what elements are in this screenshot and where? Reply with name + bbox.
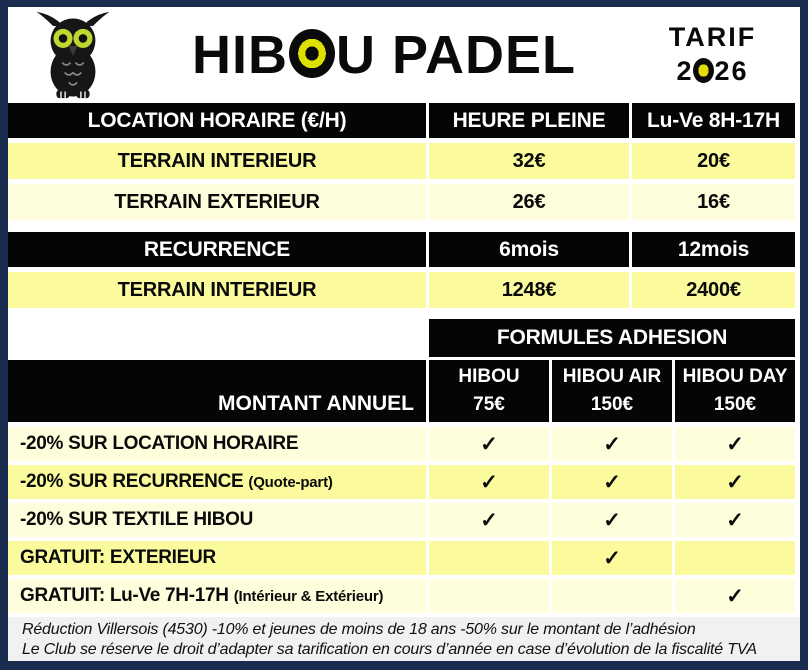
plan-price: 150€ <box>713 394 757 415</box>
table-row <box>8 184 795 220</box>
check-cell <box>429 579 549 613</box>
plan-hibou <box>429 360 549 422</box>
title-text-right: U PADEL <box>335 25 576 85</box>
check-cell: ✓ <box>675 427 795 461</box>
plan-name: HIBOU <box>458 365 520 387</box>
row-label: TERRAIN INTERIEUR <box>8 272 426 308</box>
tarif-label: TARIF <box>668 22 757 53</box>
plan-hibou-air <box>552 360 672 422</box>
price-cell: 2400€ <box>632 272 795 308</box>
tarif-year: 2 26 <box>676 56 749 86</box>
benefit-row <box>8 427 795 461</box>
plan-hibou-day <box>675 360 795 422</box>
benefit-label: GRATUIT: EXTERIEUR <box>8 541 426 575</box>
footer-notes <box>8 617 800 661</box>
check-cell: ✓ <box>675 579 795 613</box>
row-label: TERRAIN INTERIEUR <box>8 143 426 179</box>
location-header-col1: HEURE PLEINE <box>429 103 629 138</box>
plan-name: HIBOU AIR <box>562 365 662 387</box>
table-row <box>8 143 795 179</box>
benefit-row <box>8 541 795 575</box>
table-row <box>8 272 795 308</box>
plan-name: HIBOU DAY <box>682 365 788 387</box>
title-text-left: HIB <box>191 25 288 85</box>
owl-pupil-right <box>79 34 88 43</box>
plan-price: 75€ <box>473 394 505 415</box>
benefit-label: GRATUIT: Lu-Ve 7H-17H (Intérieur & Extérieur) <box>8 579 426 613</box>
montant-annuel-label: MONTANT ANNUEL <box>8 360 426 422</box>
check-cell <box>675 541 795 575</box>
check-cell <box>429 541 549 575</box>
check-cell: ✓ <box>552 503 672 537</box>
footer-line-2: Le Club se réserve le droit d’adapter sa tarification en cours d’année en case d’évolution de la fiscalité TVA <box>22 641 757 658</box>
adhesion-plan-header-row <box>8 360 795 422</box>
header <box>8 7 795 103</box>
plan-price: 150€ <box>590 394 634 415</box>
recurrence-header-title: RECURRENCE <box>8 232 426 267</box>
banner-spacer <box>8 319 429 357</box>
location-header-title: LOCATION HORAIRE (€/H) <box>8 103 426 138</box>
owl-logo-icon <box>8 11 138 99</box>
adhesion-banner-row <box>8 319 795 357</box>
price-cell: 26€ <box>429 184 629 220</box>
owl-pupil-left <box>59 34 68 43</box>
benefit-note: (Intérieur & Extérieur) <box>233 587 384 605</box>
check-cell: ✓ <box>429 427 549 461</box>
check-cell: ✓ <box>552 541 672 575</box>
check-cell: ✓ <box>552 465 672 499</box>
recurrence-header-col1: 6mois <box>429 232 629 267</box>
tarif-year-block <box>630 21 795 89</box>
benefit-label: -20% SUR TEXTILE HIBOU <box>8 503 426 537</box>
check-cell: ✓ <box>675 465 795 499</box>
row-label: TERRAIN EXTERIEUR <box>8 184 426 220</box>
check-cell: ✓ <box>675 503 795 537</box>
footer-line-1: Réduction Villersois (4530) -10% et jeunes de moins de 18 ans -50% sur le montant de l’adhésion <box>22 621 696 638</box>
benefit-row <box>8 465 795 499</box>
year-zero-icon <box>693 58 714 83</box>
benefit-note: (Quote-part) <box>248 473 333 491</box>
check-cell: ✓ <box>552 427 672 461</box>
benefit-label: -20% SUR RECURRENCE (Quote-part) <box>8 465 426 499</box>
club-title <box>138 24 630 86</box>
recurrence-header-row <box>8 232 795 267</box>
adhesion-banner: FORMULES ADHESION <box>429 319 795 357</box>
recurrence-table <box>8 232 795 308</box>
poster-content <box>8 7 800 661</box>
check-cell: ✓ <box>429 465 549 499</box>
check-cell: ✓ <box>429 503 549 537</box>
adhesion-table <box>8 319 795 613</box>
benefit-row <box>8 503 795 537</box>
location-header-col2: Lu-Ve 8H-17H <box>632 103 795 138</box>
owl-eye-letter-o-icon <box>289 29 335 78</box>
recurrence-header-col2: 12mois <box>632 232 795 267</box>
location-table <box>8 103 795 220</box>
location-header-row <box>8 103 795 138</box>
price-cell: 20€ <box>632 143 795 179</box>
price-cell: 32€ <box>429 143 629 179</box>
benefit-row <box>8 579 795 613</box>
price-cell: 16€ <box>632 184 795 220</box>
benefit-label: -20% SUR LOCATION HORAIRE <box>8 427 426 461</box>
check-cell <box>552 579 672 613</box>
price-cell: 1248€ <box>429 272 629 308</box>
